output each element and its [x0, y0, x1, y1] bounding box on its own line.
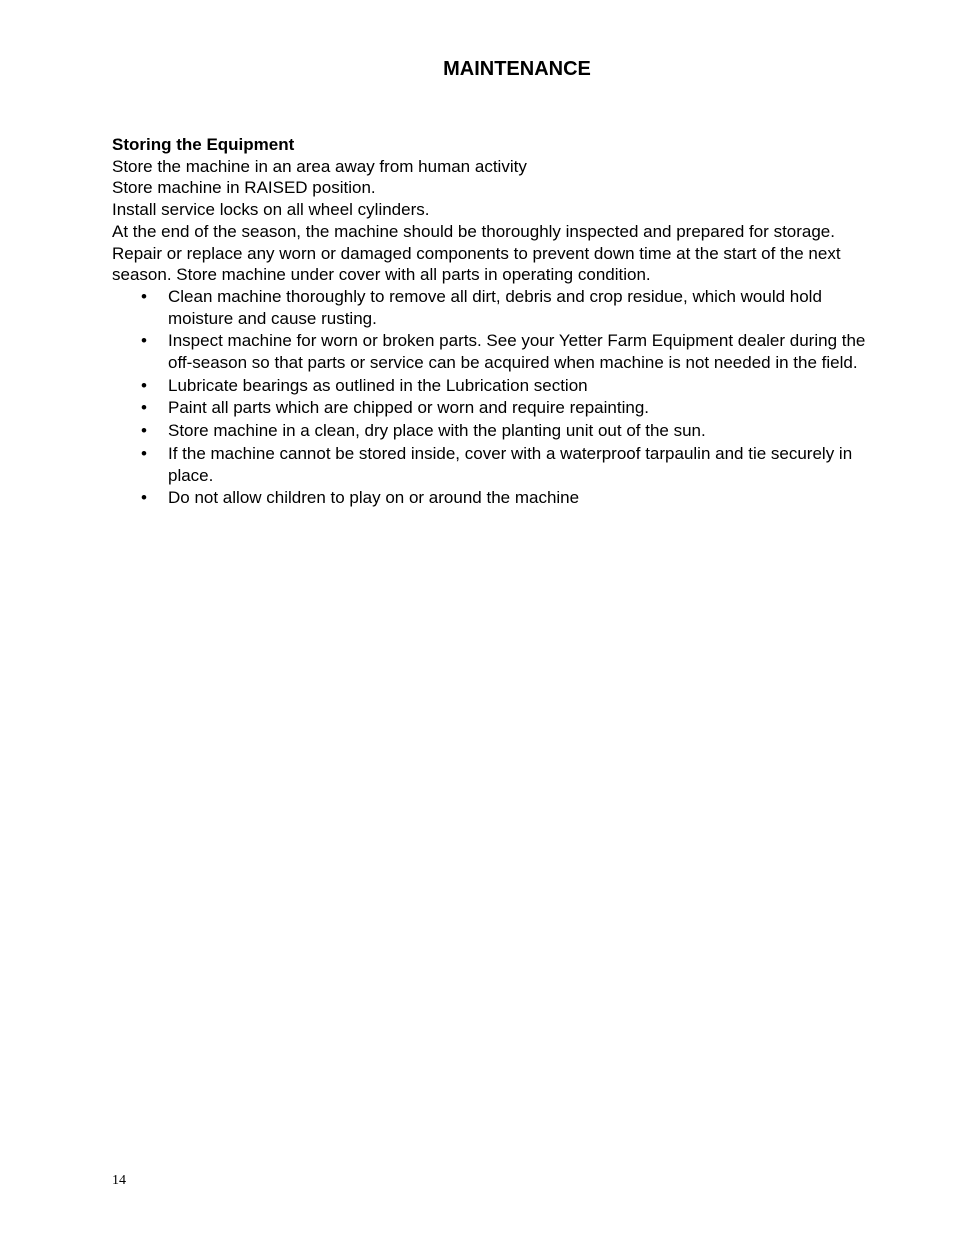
bullet-icon: •	[141, 398, 147, 418]
storage-section	[112, 134, 872, 510]
list-item	[112, 375, 872, 397]
list-item	[112, 487, 872, 509]
list-item-text: Do not allow children to play on or around the machine	[168, 488, 580, 508]
instruction-line: Store the machine in an area away from human activity	[112, 156, 527, 176]
section-heading: Storing the Equipment	[112, 135, 295, 154]
bullet-icon: •	[141, 421, 147, 441]
list-item	[112, 286, 872, 329]
list-item	[112, 330, 872, 373]
instruction-line: Store machine in RAISED position.	[112, 178, 376, 198]
bullet-icon: •	[141, 488, 147, 508]
bullet-icon: •	[141, 375, 147, 395]
storage-checklist	[112, 286, 872, 509]
list-item-text: Lubricate bearings as outlined in the Lubrication section	[168, 375, 588, 395]
bullet-icon: •	[141, 286, 147, 306]
list-item	[112, 397, 872, 419]
storage-paragraph: At the end of the season, the machine should be thoroughly inspected and prepared for storage. Repair or replace any worn or damaged components to prevent down time at the start of the next season. Store machine under cover with all parts in operating condition.	[112, 221, 841, 285]
list-item	[112, 420, 872, 442]
page-title: MAINTENANCE	[443, 58, 591, 80]
list-item-text: Paint all parts which are chipped or worn and require repainting.	[168, 398, 649, 418]
list-item-text: If the machine cannot be stored inside, cover with a waterproof tarpaulin and tie securely in place.	[168, 443, 853, 485]
list-item	[112, 443, 872, 486]
list-item-text: Inspect machine for worn or broken parts. See your Yetter Farm Equipment dealer during the off-season so that parts or service can be acquired when machine is not needed in the field.	[168, 331, 866, 373]
instruction-line: Install service locks on all wheel cylinders.	[112, 200, 430, 220]
list-item-text: Store machine in a clean, dry place with the planting unit out of the sun.	[168, 421, 706, 441]
bullet-icon: •	[141, 331, 147, 351]
page-number: 14	[112, 1173, 126, 1188]
bullet-icon: •	[141, 443, 147, 463]
list-item-text: Clean machine thoroughly to remove all dirt, debris and crop residue, which would hold moisture and cause rusting.	[168, 286, 822, 328]
